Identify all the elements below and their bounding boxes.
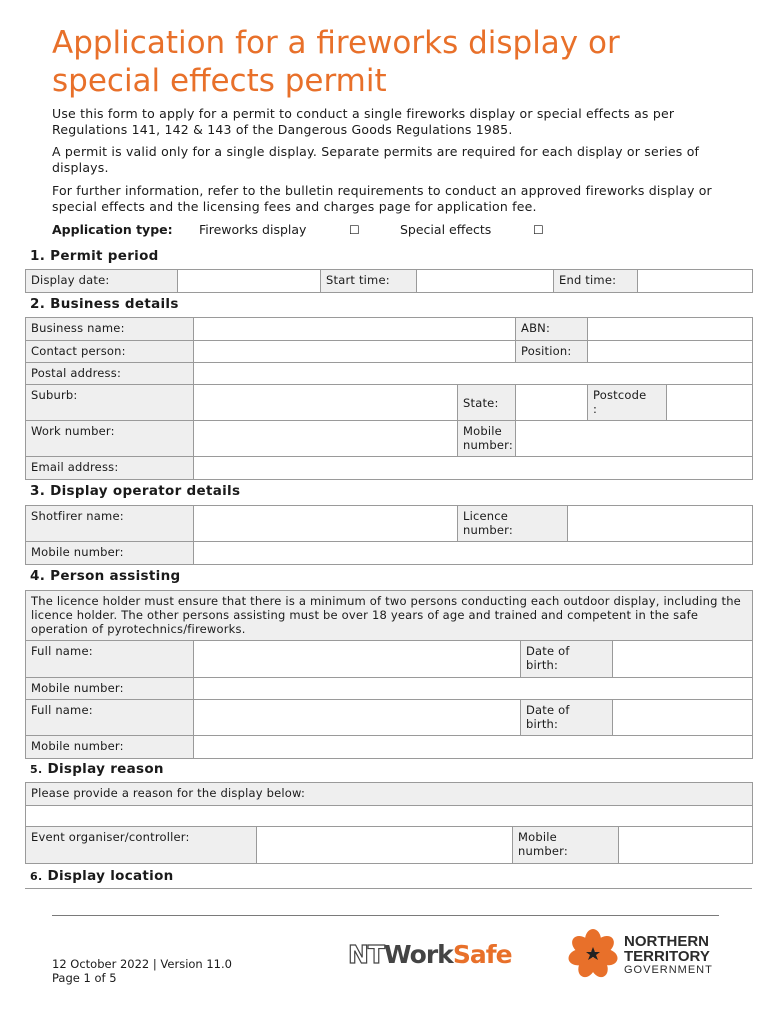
special-effects-checkbox[interactable]: ☐ (533, 223, 544, 237)
footer-text (52, 957, 232, 985)
licence-label-line1: Licence (463, 509, 509, 523)
operator-mobile-label: Mobile number: (26, 542, 194, 565)
worksafe-logo-safe: Safe (452, 940, 512, 969)
business-mobile-label-line2: number: (463, 438, 513, 452)
licence-label-line2: number: (463, 523, 513, 537)
section-heading-business-details (30, 296, 179, 312)
section-number: 3. (30, 483, 46, 499)
operator-mobile-input[interactable] (194, 542, 753, 565)
dob-label-line2: birth: (526, 717, 559, 731)
section-title: Display reason (47, 761, 164, 777)
footer-date-version: 12 October 2022 | Version 11.0 (52, 957, 232, 971)
application-type-row (52, 222, 544, 238)
abn-input[interactable] (588, 318, 753, 341)
business-name-input[interactable] (194, 318, 516, 341)
position-label: Position: (516, 341, 588, 363)
organiser-mobile-label (513, 827, 619, 864)
display-operator-table (25, 505, 753, 565)
organiser-mobile-input[interactable] (619, 827, 753, 864)
display-reason-table (25, 782, 753, 864)
dob-input-2[interactable] (613, 700, 753, 736)
end-time-input[interactable] (638, 270, 753, 293)
business-details-table (25, 317, 753, 480)
business-mobile-label (458, 421, 516, 457)
intro-paragraph-1: Use this form to apply for a permit to conduct a single fireworks display or special effects as per Regulations 141, 142 & 143 of the Dangerous Goods Regulations 1985. (52, 106, 675, 137)
organiser-input[interactable] (257, 827, 513, 864)
display-date-label: Display date: (26, 270, 178, 293)
position-input[interactable] (588, 341, 753, 363)
full-name-label-2: Full name: (26, 700, 194, 736)
section-number: 4. (30, 568, 46, 584)
full-name-input-2[interactable] (194, 700, 521, 736)
section-6-rule (25, 888, 752, 889)
section-heading-display-reason (30, 761, 164, 777)
reason-input[interactable] (26, 806, 753, 827)
start-time-input[interactable] (417, 270, 554, 293)
state-label: State: (458, 385, 516, 421)
person-assisting-table (25, 590, 753, 759)
work-number-label: Work number: (26, 421, 194, 457)
work-number-input[interactable] (194, 421, 458, 457)
nt-worksafe-logo (348, 940, 512, 969)
postcode-input[interactable] (667, 385, 753, 421)
section-title: Display location (47, 868, 174, 884)
postcode-label-line1: Postcode (593, 388, 647, 402)
intro-paragraph-2: A permit is valid only for a single display. Separate permits are required for each display or series of displays. (52, 144, 700, 175)
end-time-label: End time: (554, 270, 638, 293)
dob-label-line2: birth: (526, 658, 559, 672)
worksafe-logo-work: Work (383, 940, 453, 969)
email-input[interactable] (194, 457, 753, 480)
state-input[interactable] (516, 385, 588, 421)
footer-page-number: Page 1 of 5 (52, 971, 117, 985)
full-name-label-1: Full name: (26, 641, 194, 678)
shotfirer-name-label: Shotfirer name: (26, 506, 194, 542)
section-number: 2. (30, 296, 46, 312)
business-name-label: Business name: (26, 318, 194, 341)
permit-period-table (25, 269, 753, 293)
contact-person-input[interactable] (194, 341, 516, 363)
email-label: Email address: (26, 457, 194, 480)
fireworks-display-label: Fireworks display (199, 222, 307, 237)
section-title: Display operator details (50, 483, 241, 499)
organiser-mobile-line1: Mobile (518, 830, 557, 844)
assist-mobile-label-1: Mobile number: (26, 678, 194, 700)
assist-mobile-label-2: Mobile number: (26, 736, 194, 759)
dob-input-1[interactable] (613, 641, 753, 678)
nt-government-wordmark (624, 934, 713, 976)
section-heading-display-location (30, 868, 174, 884)
dob-label-line1: Date of (526, 703, 570, 717)
shotfirer-name-input[interactable] (194, 506, 458, 542)
postal-address-input[interactable] (194, 363, 753, 385)
section-title: Permit period (50, 248, 159, 264)
reason-prompt: Please provide a reason for the display below: (26, 783, 753, 806)
section-number: 5. (30, 763, 43, 776)
assist-mobile-input-1[interactable] (194, 678, 753, 700)
application-type-label: Application type: (52, 222, 173, 237)
intro-paragraph-3: For further information, refer to the bulletin requirements to conduct an approved fireworks display or special effects and the licensing fees and charges page for application fee. (52, 183, 712, 214)
assist-mobile-input-2[interactable] (194, 736, 753, 759)
footer-divider (52, 915, 719, 916)
section-number: 1. (30, 248, 46, 264)
postcode-label (588, 385, 667, 421)
business-mobile-label-line1: Mobile (463, 424, 502, 438)
dob-label-line1: Date of (526, 644, 570, 658)
ntg-line-2: TERRITORY (624, 948, 710, 965)
special-effects-label: Special effects (400, 222, 492, 237)
licence-number-label (458, 506, 568, 542)
contact-person-label: Contact person: (26, 341, 194, 363)
suburb-input[interactable] (194, 385, 458, 421)
business-mobile-input[interactable] (516, 421, 753, 457)
assisting-note: The licence holder must ensure that there is a minimum of two persons conducting each outdoor display, including the licence holder. The other persons assisting must be over 18 years of age and trained and competent in the safe operation of pyrotechnics/fireworks. (26, 591, 753, 641)
full-name-input-1[interactable] (194, 641, 521, 678)
page-title: Application for a fireworks display or special effects permit (52, 25, 620, 99)
dob-label-2 (521, 700, 613, 736)
section-heading-permit-period (30, 248, 159, 264)
postal-address-label: Postal address: (26, 363, 194, 385)
licence-number-input[interactable] (568, 506, 753, 542)
ntg-line-3: GOVERNMENT (624, 964, 713, 976)
postcode-label-line2: : (593, 402, 598, 416)
organiser-mobile-line2: number: (518, 844, 568, 858)
display-date-input[interactable] (178, 270, 321, 293)
suburb-label: Suburb: (26, 385, 194, 421)
fireworks-display-checkbox[interactable]: ☐ (349, 223, 360, 237)
worksafe-logo-nt: NT (348, 940, 384, 969)
organiser-label: Event organiser/controller: (26, 827, 257, 864)
abn-label: ABN: (516, 318, 588, 341)
ntg-line-1: NORTHERN (624, 933, 709, 950)
section-title: Business details (50, 296, 179, 312)
start-time-label: Start time: (321, 270, 417, 293)
section-title: Person assisting (50, 568, 181, 584)
dob-label-1 (521, 641, 613, 678)
section-number: 6. (30, 870, 43, 883)
section-heading-display-operator (30, 483, 240, 499)
section-heading-person-assisting (30, 568, 180, 584)
